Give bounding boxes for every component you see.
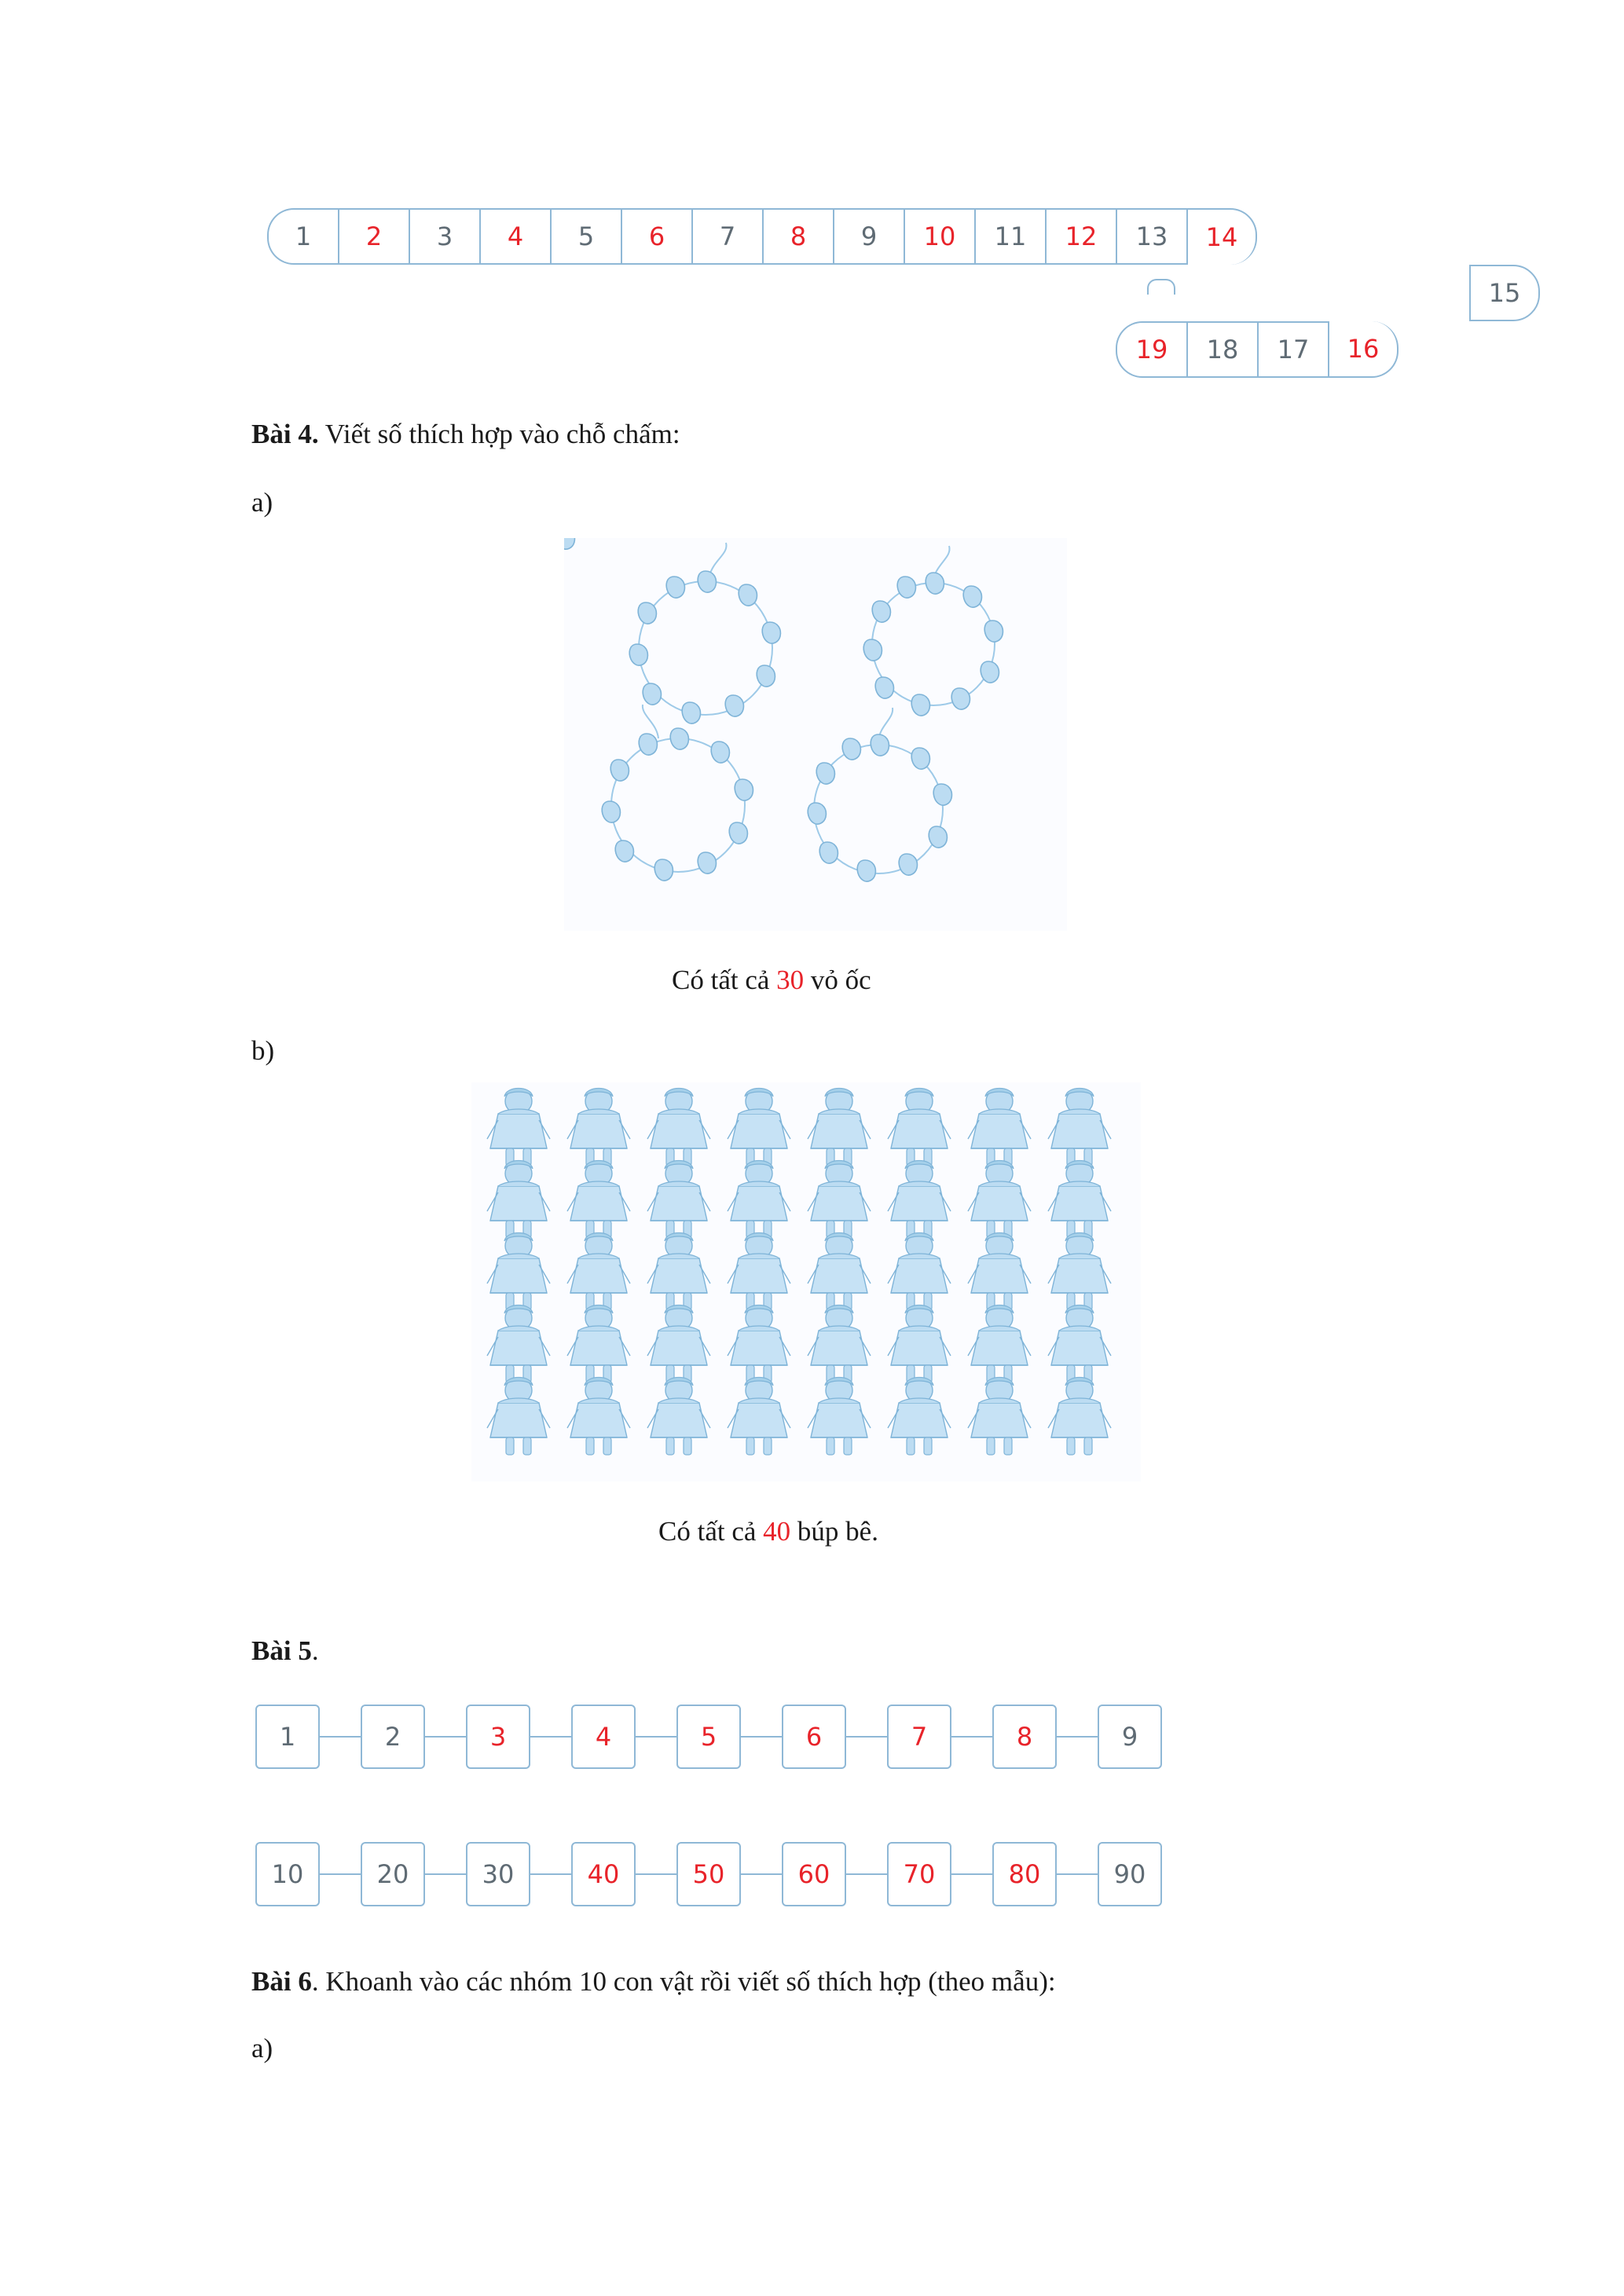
caption-a-number: 30	[776, 965, 805, 995]
snake-cell: 4	[479, 208, 550, 265]
bai4-heading	[251, 419, 680, 450]
bai5-text: .	[311, 1635, 319, 1666]
chain-box: 80	[992, 1842, 1057, 1906]
bai4-part-b-label: b)	[251, 1035, 275, 1066]
bai6-label: Bài 6	[251, 1966, 312, 1997]
snake-cell: 1	[267, 208, 338, 265]
snake-cell: 18	[1186, 321, 1257, 378]
snake-cell: 12	[1045, 208, 1116, 265]
snake-cell: 3	[409, 208, 479, 265]
chain-box: 4	[571, 1705, 636, 1769]
chain-link	[530, 1873, 571, 1875]
bai6-heading	[251, 1966, 1056, 1998]
chain-link	[1057, 1873, 1098, 1875]
chain-box: 7	[887, 1705, 951, 1769]
caption-a-post: vỏ ốc	[804, 965, 871, 995]
bai6-part-a-label: a)	[251, 2033, 273, 2063]
snail-shell-rings-illustration	[564, 538, 1067, 931]
chain-box: 6	[782, 1705, 846, 1769]
snake-cell: 11	[974, 208, 1045, 265]
chain-link	[425, 1736, 466, 1738]
chain-box: 70	[887, 1842, 951, 1906]
chain-box: 20	[361, 1842, 425, 1906]
chain-link	[741, 1873, 782, 1875]
chain-box: 3	[466, 1705, 530, 1769]
snake-row-2	[1397, 265, 1540, 321]
snake-cell: 19	[1116, 321, 1186, 378]
chain-box: 9	[1098, 1705, 1162, 1769]
snake-connector	[1147, 279, 1175, 295]
bai6-text: . Khoanh vào các nhóm 10 con vật rồi viết số thích hợp (theo mẫu):	[311, 1966, 1056, 1997]
caption-b-pre: Có tất cả	[658, 1516, 764, 1547]
snake-cell: 8	[762, 208, 833, 265]
snake-cell: 10	[904, 208, 974, 265]
bai5-heading	[251, 1635, 319, 1667]
chain-box: 60	[782, 1842, 846, 1906]
snake-cell: 9	[833, 208, 904, 265]
snake-cell: 16	[1328, 321, 1399, 378]
chain-link	[951, 1873, 992, 1875]
snake-cell: 14	[1186, 208, 1257, 265]
snake-cell: 17	[1257, 321, 1328, 378]
snake-cell: 5	[550, 208, 621, 265]
bai5-chain-row-1	[255, 1705, 1162, 1769]
caption-b-post: búp bê.	[790, 1516, 878, 1547]
chain-link	[320, 1873, 361, 1875]
chain-link	[636, 1873, 676, 1875]
bai5-chain-row-2	[255, 1842, 1162, 1906]
chain-box: 40	[571, 1842, 636, 1906]
chain-link	[741, 1736, 782, 1738]
chain-link	[846, 1736, 887, 1738]
chain-link	[1057, 1736, 1098, 1738]
chain-link	[846, 1873, 887, 1875]
bai4-part-a-label: a)	[251, 487, 273, 518]
snake-cell: 7	[691, 208, 762, 265]
bai4-label: Bài 4.	[251, 419, 319, 449]
chain-box: 50	[676, 1842, 741, 1906]
chain-link	[425, 1873, 466, 1875]
snake-row-1	[267, 208, 1540, 265]
chain-box: 2	[361, 1705, 425, 1769]
snake-cell: 6	[621, 208, 691, 265]
bai4-text: Viết số thích hợp vào chỗ chấm:	[318, 419, 680, 449]
chain-link	[636, 1736, 676, 1738]
snake-row-3	[1116, 321, 1540, 378]
snake-cell: 2	[338, 208, 409, 265]
dolls-grid-illustration	[471, 1082, 1141, 1481]
snake-cell: 13	[1116, 208, 1186, 265]
chain-box: 10	[255, 1842, 320, 1906]
caption-a-pre: Có tất cả	[672, 965, 777, 995]
caption-a	[672, 965, 871, 996]
bai5-label: Bài 5	[251, 1635, 312, 1666]
chain-box: 30	[466, 1842, 530, 1906]
chain-link	[530, 1736, 571, 1738]
caption-b	[658, 1516, 878, 1547]
caption-b-number: 40	[763, 1516, 791, 1547]
chain-link	[951, 1736, 992, 1738]
snake-cell: 15	[1469, 265, 1540, 321]
chain-box: 5	[676, 1705, 741, 1769]
chain-box: 8	[992, 1705, 1057, 1769]
chain-link	[320, 1736, 361, 1738]
number-snake-diagram	[267, 208, 1540, 378]
chain-box: 1	[255, 1705, 320, 1769]
chain-box: 90	[1098, 1842, 1162, 1906]
